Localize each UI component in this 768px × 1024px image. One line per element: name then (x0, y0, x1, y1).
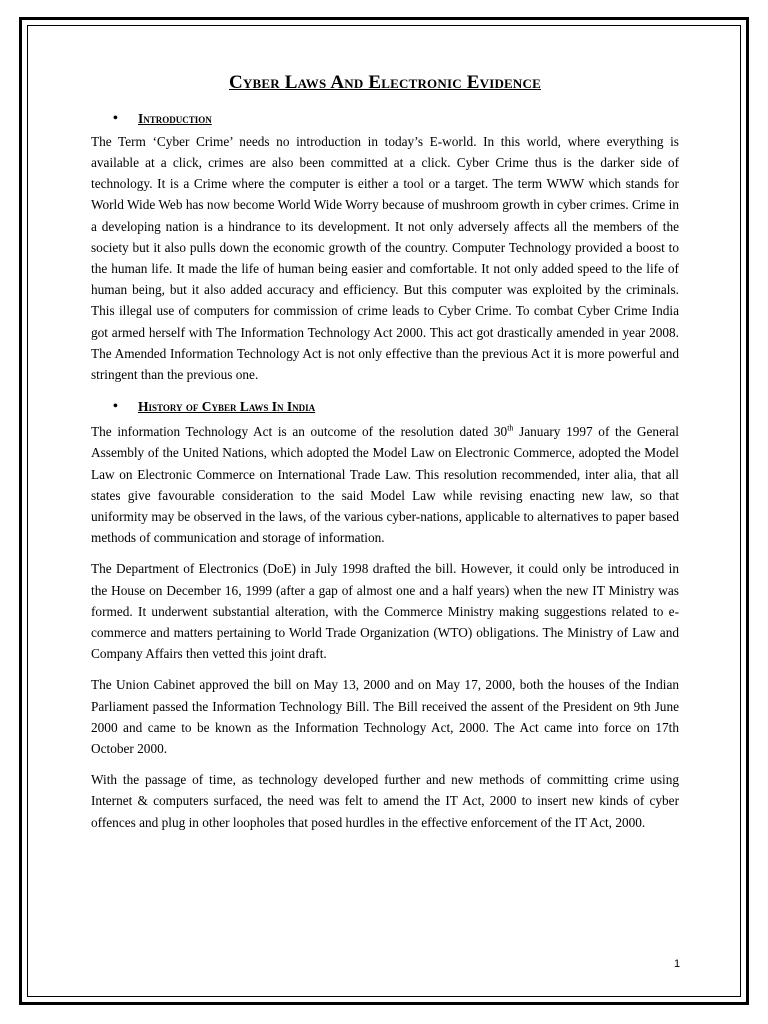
section-heading-history (113, 399, 679, 415)
paragraph-text: January 1997 of the General Assembly of the United Nations, which adopted the Model Law on Electronic Commerce, adopted the Model Law on Electronic Commerce on International Trade Law. This resolution recommended, inter alia, that all states give favourable consideration to the said Model Law while revising enacting new law, so that uniformity may be observed in the laws, of the various cyber-nations, applicable to alternatives to paper based methods of communication and storage of information. (91, 424, 680, 546)
paragraph-text: The information Technology Act is an outcome of the resolution dated 30 (91, 424, 508, 440)
paragraph: The Union Cabinet approved the bill on May 13, 2000 and on May 17, 2000, both the houses of the Indian Parliament passed the Information Technology Bill. The Bill received the assent of the President on 9th June 2000 and came to be known as the Information Technology Act, 2000. The Act came into force on 17th October 2000. (91, 677, 679, 757)
ordinal-superscript: th (507, 423, 514, 433)
document-title: Cyber Laws And Electronic Evidence (229, 72, 541, 93)
paragraph: The Department of Electronics (DoE) in July 1998 drafted the bill. However, it could only be introduced in the House on December 16, 1999 (after a gap of almost one and a half years) when the new IT Ministry was formed. It underwent substantial alteration, with the Commerce Ministry making suggestions related to e-commerce and matters pertaining to World Trade Organization (WTO) obligations. The Ministry of Law and Company Affairs then vetted this joint draft. (91, 561, 679, 662)
paragraph (91, 421, 679, 548)
section-heading-label: Introduction (138, 110, 212, 126)
bullet-icon: • (113, 399, 118, 415)
page-number: 1 (673, 958, 681, 970)
paragraph: With the passage of time, as technology developed further and new methods of committing crime using Internet & computers surfaced, the need was felt to amend the IT Act, 2000 to insert new kinds of cyber offences and plug in other loopholes that posed hurdles in the effective enforcement of the IT Act, 2000. (91, 772, 679, 830)
section-heading-label: History of Cyber Laws In India (138, 399, 316, 415)
section-heading-introduction (113, 111, 679, 127)
document-body (91, 72, 679, 833)
bullet-icon: • (113, 110, 118, 126)
paragraph: The Term ‘Cyber Crime’ needs no introduction in today’s E-world. In this world, where everything is available at a click, crimes are also been committed at a click. Cyber Crime thus is the darker side of technology. It is a Crime where the computer is either a tool or a target. The term WWW which stands for World Wide Web has now become World Wide Worry because of mushroom growth in cyber crimes. Crime in a developing nation is a hindrance to its development. It not only adversely affects all the members of the society but it also pulls down the economic growth of the country. Computer Technology provided a boost to the human life. It made the life of human being easier and comfortable. It not only added speed to the life of human being, but it also added accuracy and efficiency. But this computer was exploited by the criminals. This illegal use of computers for commission of crime leads to Cyber Crime. To combat Cyber Crime India got armed herself with The Information Technology Act 2000. This act got drastically amended in year 2008. The Amended Information Technology Act is not only effective than the previous Act it is more powerful and stringent than the previous one. (91, 133, 679, 383)
